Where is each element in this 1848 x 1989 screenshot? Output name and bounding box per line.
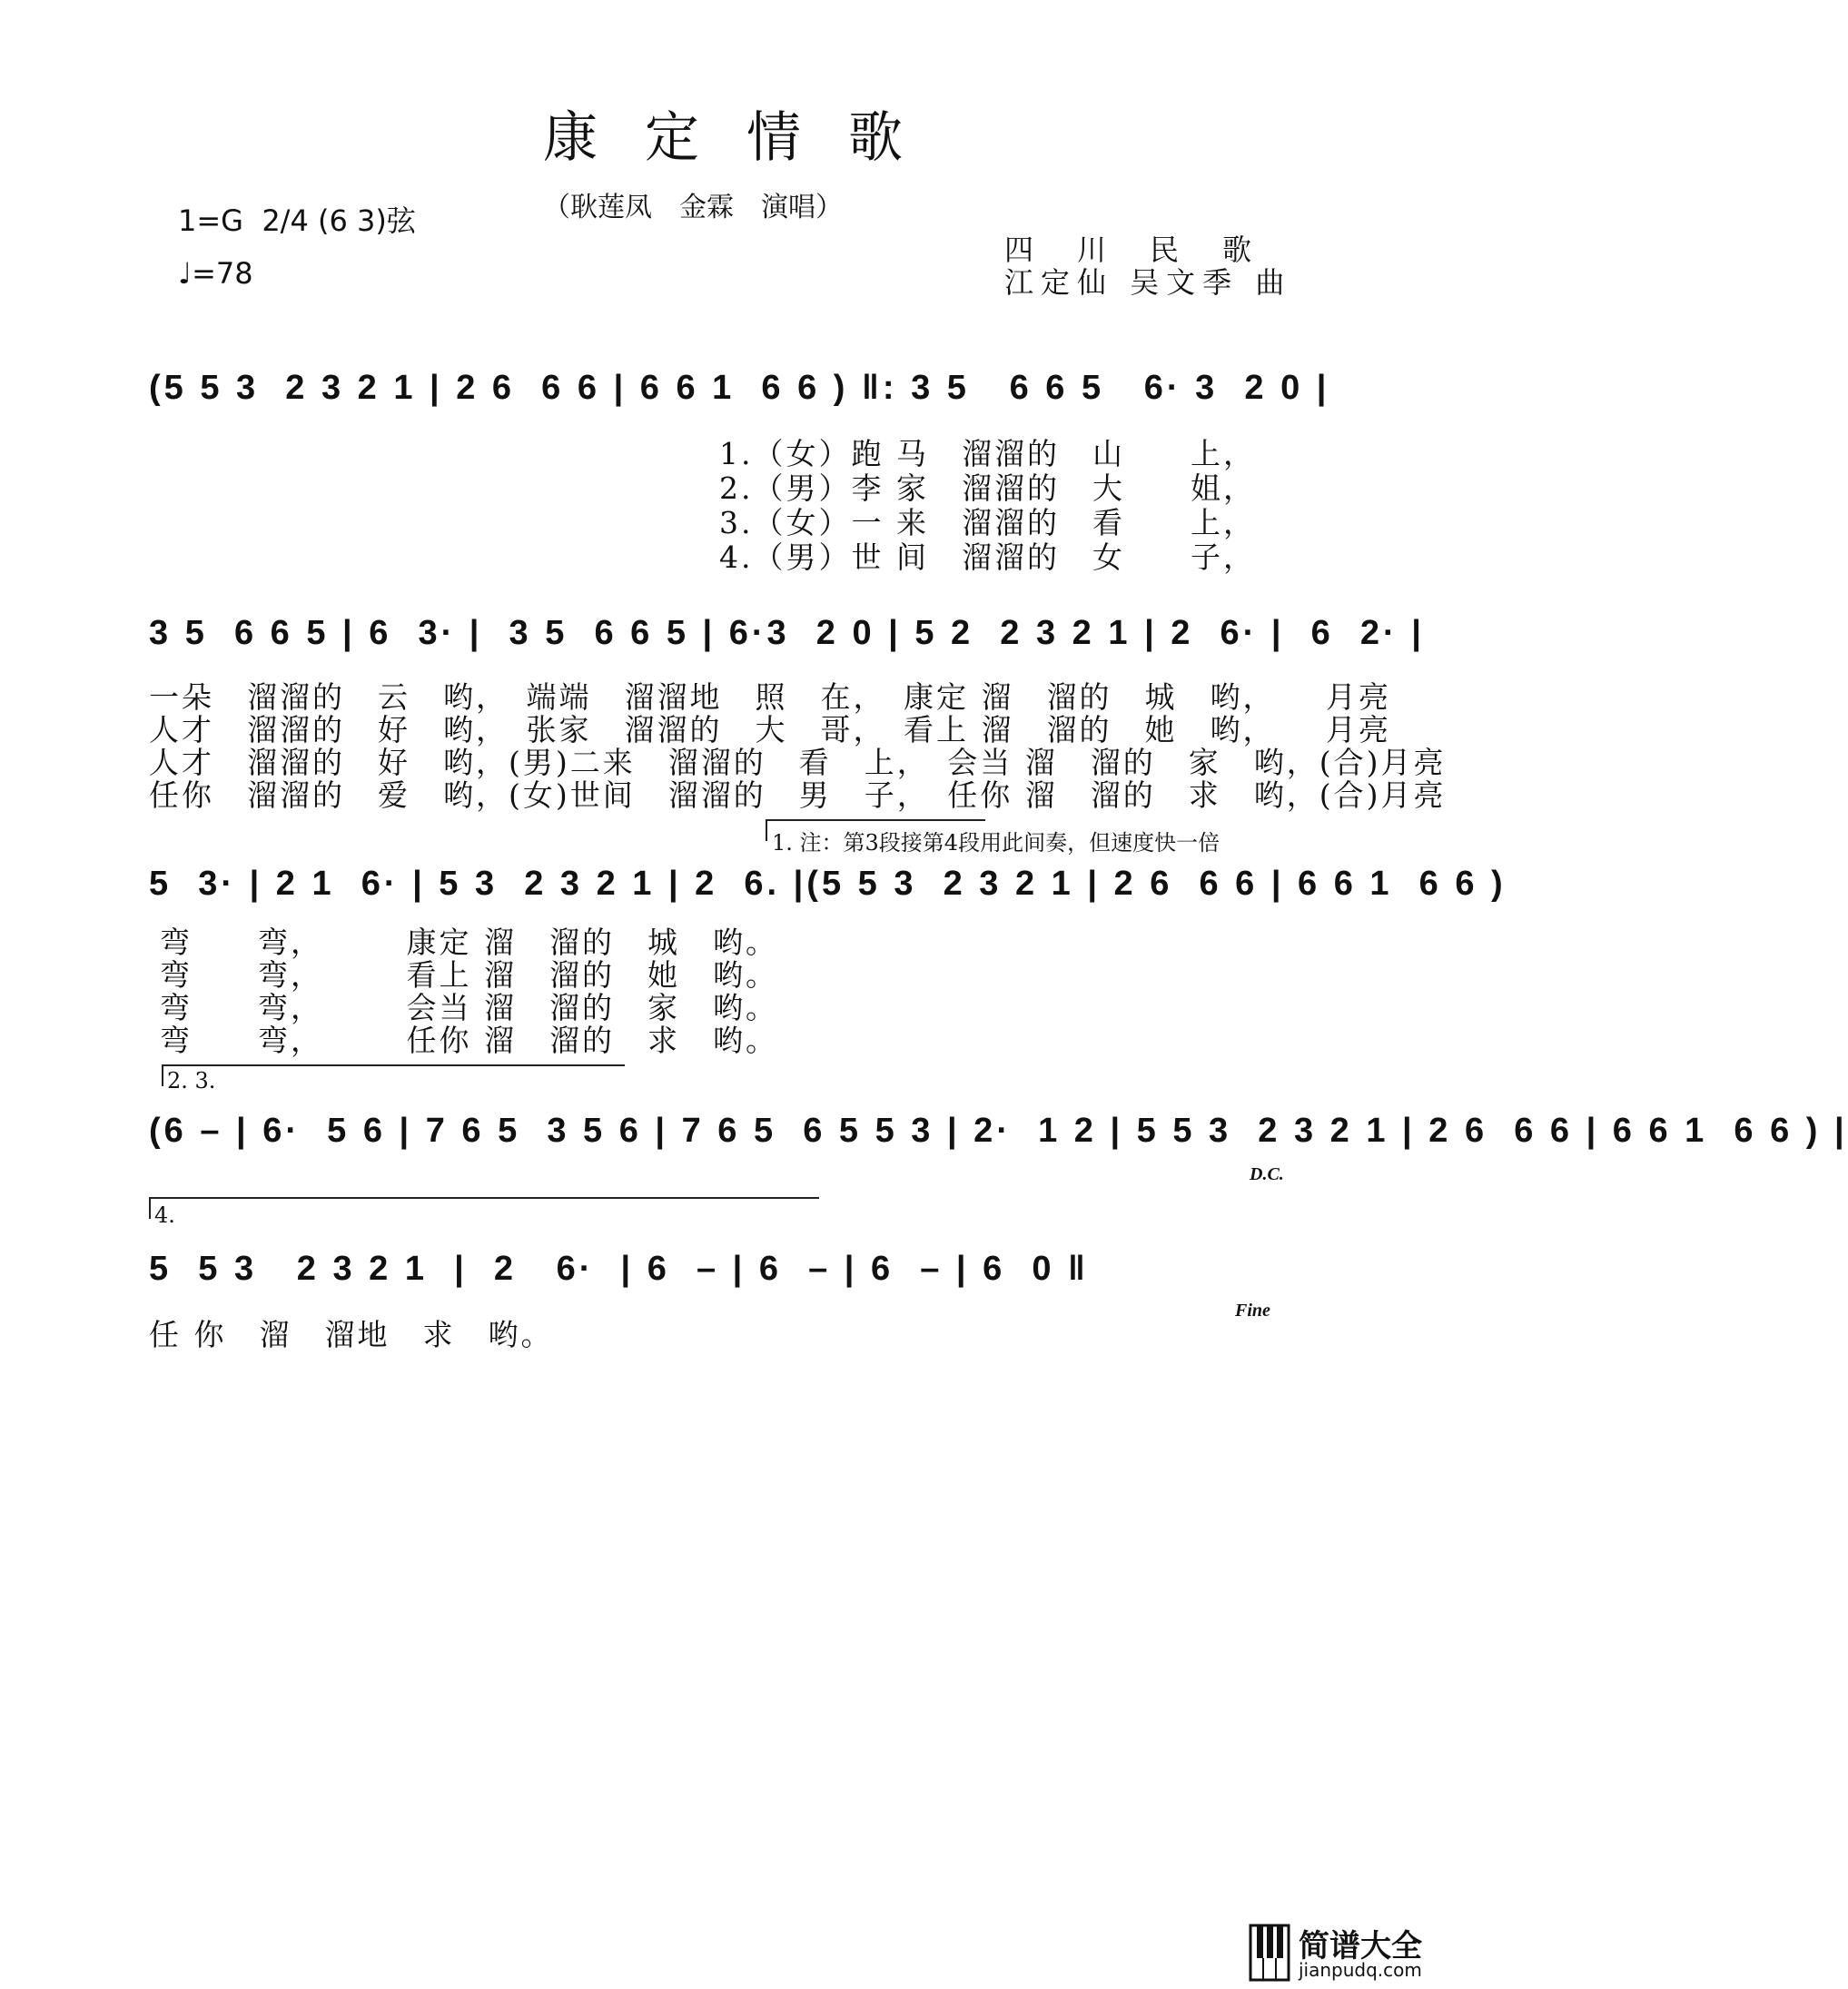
volta-23-bracket-left bbox=[162, 1064, 163, 1086]
volta-4-bracket-left bbox=[149, 1197, 151, 1219]
volta-23-bracket bbox=[162, 1064, 625, 1066]
watermark-logo bbox=[1250, 1921, 1438, 1984]
performers: （耿莲凤 金霖 演唱） bbox=[543, 192, 843, 223]
verse-line: 3.（女）一 来 溜溜的 看 上， bbox=[719, 505, 1256, 540]
origin-credit: 四 川 民 歌 bbox=[1004, 233, 1260, 267]
verse-line: 弯 弯， 康定 溜 溜的 城 哟。 bbox=[160, 925, 778, 960]
verse-line: 一朵 溜溜的 云 哟， 端端 溜溜地 照 在， 康定 溜 溜的 城 哟， 月亮 bbox=[149, 679, 1391, 715]
verse-line: 弯 弯， 看上 溜 溜的 她 哟。 bbox=[160, 957, 778, 993]
verse-line: 弯 弯， 会当 溜 溜的 家 哟。 bbox=[160, 990, 778, 1025]
verse-line: 2.（男）李 家 溜溜的 大 姐， bbox=[719, 470, 1256, 506]
volta-1-bracket-left bbox=[766, 819, 767, 841]
volta-1-note: 1. 注：第3段接第4段用此间奏，但速度快一倍 bbox=[772, 830, 1220, 856]
verse-line: 弯 弯， 任你 溜 溜的 求 哟。 bbox=[160, 1023, 778, 1058]
verse-line: 人才 溜溜的 好 哟，(男)二来 溜溜的 看 上， 会当 溜 溜的 家 哟，(合)月亮 bbox=[149, 745, 1447, 780]
volta-4-bracket bbox=[149, 1197, 819, 1199]
arranger-credit: 江定仙 吴文季 曲 bbox=[1004, 265, 1292, 300]
watermark-url: jianpudq.com bbox=[1299, 1959, 1422, 1981]
verse-line-final: 任 你 溜 溜地 求 哟。 bbox=[149, 1317, 554, 1352]
watermark-name: 简谱大全 bbox=[1299, 1928, 1422, 1964]
volta-23-label: 2. 3. bbox=[167, 1068, 216, 1093]
volta-4-label: 4. bbox=[154, 1202, 175, 1228]
tempo: ♩=78 bbox=[178, 256, 253, 291]
fine-mark: Fine bbox=[1235, 1301, 1270, 1321]
verse-line: 1.（女）跑 马 溜溜的 山 上， bbox=[719, 436, 1256, 471]
verse-line: 人才 溜溜的 好 哟， 张家 溜溜的 大 哥， 看上 溜 溜的 她 哟， 月亮 bbox=[149, 712, 1391, 747]
dc-mark: D.C. bbox=[1250, 1164, 1284, 1184]
score-row-5: 5 5 3 2 3 2 1 | 2 6· | 6 – | 6 – | 6 – | 6 0 ‖ bbox=[149, 1250, 1089, 1288]
score-row-1: (5 5 3 2 3 2 1 | 2 6 6 6 | 6 6 1 6 6 ) ‖: 3 5 6 6 5 6· 3 2 0 | bbox=[149, 369, 1330, 407]
verse-line: 4.（男）世 间 溜溜的 女 子， bbox=[719, 539, 1256, 575]
verse-line: 任你 溜溜的 爱 哟，(女)世间 溜溜的 男 子， 任你 溜 溜的 求 哟，(合)月亮 bbox=[149, 777, 1447, 813]
piano-keys-icon bbox=[1250, 1925, 1290, 1981]
page-title: 康定情歌 bbox=[543, 106, 950, 170]
key-meter: 1=G 2/4 (6 3)弦 bbox=[178, 203, 416, 238]
volta-1-bracket bbox=[766, 819, 985, 821]
score-row-4: (6 – | 6· 5 6 | 7 6 5 3 5 6 | 7 6 5 6 5 5 3 | 2· 1 2 | 5 5 3 2 3 2 1 | 2 6 6 6 | 6 6 1 6 6 ) | bbox=[149, 1112, 1848, 1150]
score-row-3: 5 3· | 2 1 6· | 5 3 2 3 2 1 | 2 6. |(5 5 3 2 3 2 1 | 2 6 6 6 | 6 6 1 6 6 ) bbox=[149, 865, 1507, 903]
score-row-2: 3 5 6 6 5 | 6 3· | 3 5 6 6 5 | 6·3 2 0 | 5 2 2 3 2 1 | 2 6· | 6 2· | bbox=[149, 614, 1425, 652]
